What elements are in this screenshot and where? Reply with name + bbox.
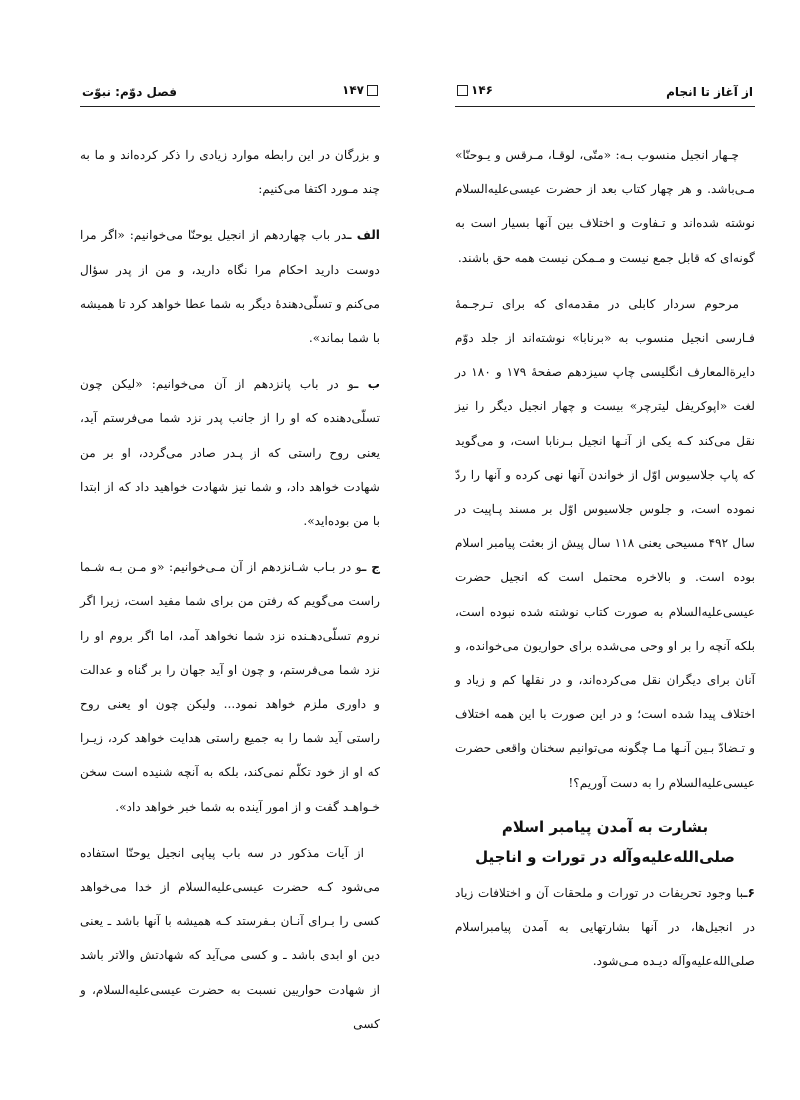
page-number-box-icon xyxy=(367,85,378,96)
right-page-number-text: ۱۴۶ xyxy=(471,83,493,97)
page-number-box-icon xyxy=(457,85,468,96)
left-page-number xyxy=(342,83,378,97)
right-running-title: از آغاز تا انجام xyxy=(666,85,753,99)
paragraph: چـهار انجیل منسوب بـه: «متّی، لوقـا، مـرقس و یـوحنّا» مـی‌باشد. و هر چهار کتاب بعد از حضرت عیسی‌علیه‌السلام نوشته شده‌اند و تـفاوت و اختلاف بین آنها بسیار است به گونه‌ای که قابل جمع نیست و مـمکن نیست همه حق باشند. xyxy=(455,148,755,265)
closing-paragraph: از آیات مذکور در سه باب پیاپی انجیل یوحنّا استفاده می‌شود کـه حضرت عیسی‌علیه‌السلام از خدا می‌خواهد کسی را بـرای آنـان بـفرستد کـه همیشه با آنها باشد ـ یعنی دین او ابدی باشد ـ و کسی می‌آید که شهادتش والاتر باشد از شهادت حواریین نسبت به حضرت عیسی‌علیه‌السلام، و کسی xyxy=(80,845,380,1031)
list-item xyxy=(80,367,380,538)
paragraph: مرحوم سردار کابلی در مقدمه‌ای که برای تـرجـمهٔ فـارسی انجیل منسوب به «برنابا» نوشته‌اند از جلد دوّم دایرةالمعارف انگلیسی چاپ سیزدهم صفحهٔ ۱۷۹ و ۱۸۰ در لغت «اپوکریفل لیترچر» بیست و چهار انجیل دیگر را نیز نقل می‌کند کـه یکی از آنـها انجیل بـرنابا است، و می‌گوید که پاپ جلاسیوس اوّل از خواندن آنها نهی کرده و آنها را ردّ نموده است، و جلوس جلاسیوس اوّل بر مسند پـاپیت در سال ۴۹۲ مسیحی یعنی ۱۱۸ سال پیش از بعثت پیامبر اسلام بوده است. و بالاخره محتمل است که انجیل حضرت عیسی‌علیه‌السلام به صورت کتاب نوشته شده نبوده است، بلکه آنچه را بر او وحی می‌شده برای حواریون می‌خوانده، و آنان برای دیگران نقل می‌کرده‌اند، و در نقلها کم و زیاد و اختلاف پیدا شده است؛ و در این صورت با این همه اختلاف و تـضادّ بـین آنـها مـا چگونه می‌توانیم سخنان واقعی حضرت عیسی‌علیه‌السلام را به دست آوریم؟! xyxy=(455,296,755,790)
item-text: و در بـاب شـانزدهم از آن مـی‌خوانیم: «و مـن بـه شـما راست می‌گویم که رفتن من برای شما مفید است، زیرا اگر نروم تسلّی‌دهـنده نزد شما نخواهد آمد، اما اگر بروم او را نزد شما می‌فرستم، و چون او آید جهان را بر گناه و عدالت و داوری ملزم خواهد نمود... ولیکن چون او یعنی روح راستی آید شما را به جمیع راستی هدایت خواهد کرد، زیـرا که او از خود تکلّم نمی‌کند، بلکه به آنچه شنیده است سخن خـواهـد گفت و از امور آینده به شما خبر خواهد داد». xyxy=(80,560,380,814)
item-label: ب ـ xyxy=(354,377,380,392)
paragraph-label: ۶ـ xyxy=(743,885,755,900)
item-label: الف ـ xyxy=(347,228,380,243)
list-item xyxy=(80,218,380,355)
paragraph-text: با وجود تحریفات در تورات و ملحقات آن و اختلافات زیاد در انجیل‌ها، در آنها بشارتهایی به آمدن پیامبراسلام صلی‌الله‌علیه‌وآله دیـده مـی‌شود. xyxy=(455,885,755,969)
section-paragraph xyxy=(455,876,755,979)
section-heading: بشارت به آمدن پیامبر اسلام صلی‌الله‌علیه‌وآله در تورات و اناجیل xyxy=(475,817,735,866)
item-text: در باب چهاردهم از انجیل یوحنّا می‌خوانیم: «اگر مرا دوست دارید احکام مرا نگاه دارید، و من از پدر سؤال می‌کنم و تسلّی‌دهندهٔ دیگر به شما عطا خواهد کرد تا همیشه با شما بماند». xyxy=(80,228,380,346)
item-text: و در باب پانزدهم از آن می‌خوانیم: «لیکن چون تسلّی‌دهنده که او را از جانب پدر نزد شما می‌فرستم آید، یعنی روح راستی که از پـدر صادر می‌گردد، او بر من شهادت خواهد داد، و شما نیز شهادت خواهید داد که از ابتدا با من بوده‌اید». xyxy=(80,377,380,529)
item-label: ج ـ xyxy=(362,560,380,575)
left-page-header xyxy=(80,80,380,107)
right-page-body xyxy=(455,138,755,990)
left-running-title: فصل دوّم: نبوّت xyxy=(82,85,177,99)
left-page-body xyxy=(80,138,380,1053)
left-page xyxy=(80,80,380,1030)
right-page-header xyxy=(455,80,755,107)
list-item xyxy=(80,550,380,824)
right-page xyxy=(455,80,755,1030)
left-page-number-text: ۱۴۷ xyxy=(342,83,364,97)
intro-paragraph: و بزرگان در این رابطه موارد زیادی را ذکر کرده‌اند و ما به چند مـورد اکتفا می‌کنیم: xyxy=(80,148,380,197)
right-page-number xyxy=(457,83,493,97)
